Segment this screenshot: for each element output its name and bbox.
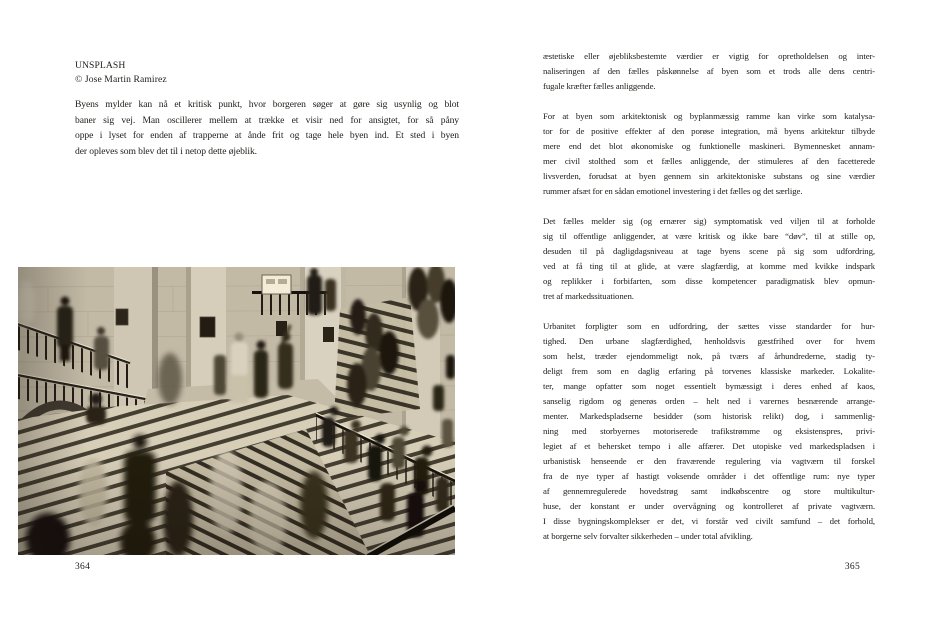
text-line: Det fælles melder sig (og ernærer sig) symptomatisk ved viljen til at forholde [543, 216, 875, 226]
text-line: og replikker i forbifarten, som disse kompetencer paradigmatisk blev opmun- [543, 276, 875, 286]
text-line: fugale kræfter fælles anliggende. [543, 81, 656, 91]
right-page-text [543, 51, 875, 546]
page-number-left: 364 [75, 562, 91, 572]
text-line: naliseringen af den fælles påskønnelse af byen som et trods alle dens centri- [543, 66, 875, 76]
text-line: ved at få ting til at glide, at være slagfærdig, at komme med kvikke indspark [543, 261, 875, 271]
text-line: Byens mylder kan nå et kritisk punkt, hvor borgeren søger at gøre sig usynlig og blot [75, 99, 459, 110]
text-line: urbanistisk henseende er den fraværende regulering via vagtværn til forskel [543, 456, 875, 466]
paragraph [543, 51, 875, 96]
paragraph [543, 321, 875, 546]
text-line: deligt frem som en daglig erfaring på torvenes klassiske markeder. Lokalite- [543, 366, 875, 376]
paragraph [543, 111, 875, 201]
page-number-right: 365 [844, 562, 860, 572]
text-line: rummer afsæt for en sådan emotionel investering i det fælles og det særlige. [543, 186, 803, 196]
text-line: livsverden, forudsat at byen gennem sin arkitektoniske substans og sine værdier [543, 171, 875, 181]
text-line: sanselig rigdom og generøs orden – helt ned i varernes besnærende arrange- [543, 396, 875, 406]
text-line: mere end det blot økonomiske og funktionelle maskineri. Bymennesket annam- [543, 141, 875, 151]
text-line: af gennemregulerede hovedstrøg samt indkøbscentre og store multikultur- [543, 486, 875, 496]
text-line: ning med storbyernes motoriserede trafikstrømme og eksistenspres, privi- [543, 426, 875, 436]
text-line: desuden til på dagligdagsniveau at tage byens scene på sig som udfordring, [543, 246, 875, 256]
photo-credit [75, 59, 459, 87]
photo-caption [75, 99, 459, 161]
text-line: som helst, træder ejendommeligt nok, på tværs af århundrederne, stadig ty- [543, 351, 875, 361]
text-line: fra de nye typer af hastigt voksende områder i det offentlige rum: nye typer [543, 471, 875, 481]
photo-credit-author: © Jose Martin Ramirez [75, 74, 167, 85]
text-line: tret af markedssituationen. [543, 291, 634, 301]
text-line: legiet af et behersket tempo i alle affærer. Det utopiske ved markedspladsen i [543, 441, 875, 451]
text-line: ter, mange opfatter som noget essentielt bymæssigt i deres enhed af kaos, [543, 381, 875, 391]
text-line: mer civil stolthed som et fælles anliggende, der stimuleres af den facetterede [543, 156, 875, 166]
text-line: I disse bygningskomplekser er det, vi forstår ved civilt samfund – det forhold, [543, 516, 875, 526]
text-line: Urbanitet forpligter som en udfordring, der sættes visse standarder for hur- [543, 321, 875, 331]
text-line: æstetiske eller øjebliksbestemte værdier er vigtig for opretholdelsen og inter- [543, 51, 875, 61]
text-line: tighed. Den urbane slagfærdighed, henholdsvis gæstfrihed over for hvem [543, 336, 875, 346]
text-line: at borgerne selv forvalter sikkerheden – under total afvikling. [543, 531, 753, 541]
photo-credit-source: UNSPLASH [75, 60, 126, 71]
text-line: baner sig vej. Man oscillerer mellem at trække et visir ned for ansigtet, for så påny [75, 114, 459, 126]
text-line: For at byen som arkitektonisk og byplanmæssig ramme kan virke som katalysa- [543, 111, 875, 121]
text-line: oppe i lyset for enden af trapperne at ånde frit og tage hele byen ind. Et sted i byen [75, 130, 459, 141]
staircase-photo-art [18, 267, 455, 555]
text-line: tor for de positive effekter af den porøse integration, må byens arkitektur tilbyde [543, 126, 875, 136]
paragraph [543, 216, 875, 306]
text-line: der opleves som blev det til i netop dette øjeblik. [75, 145, 257, 157]
staircase-photo [18, 267, 455, 555]
text-line: menter. Markedspladserne besidder (som historisk relikt) dog, i sammenlig- [543, 411, 875, 421]
text-line: huse, der konstant er under overvågning og kontrolleret af private vagtværn. [543, 501, 875, 511]
text-line: sig til offentlige anliggender, at være kritisk og ikke bare “døv”, til at stille op, [543, 231, 875, 241]
